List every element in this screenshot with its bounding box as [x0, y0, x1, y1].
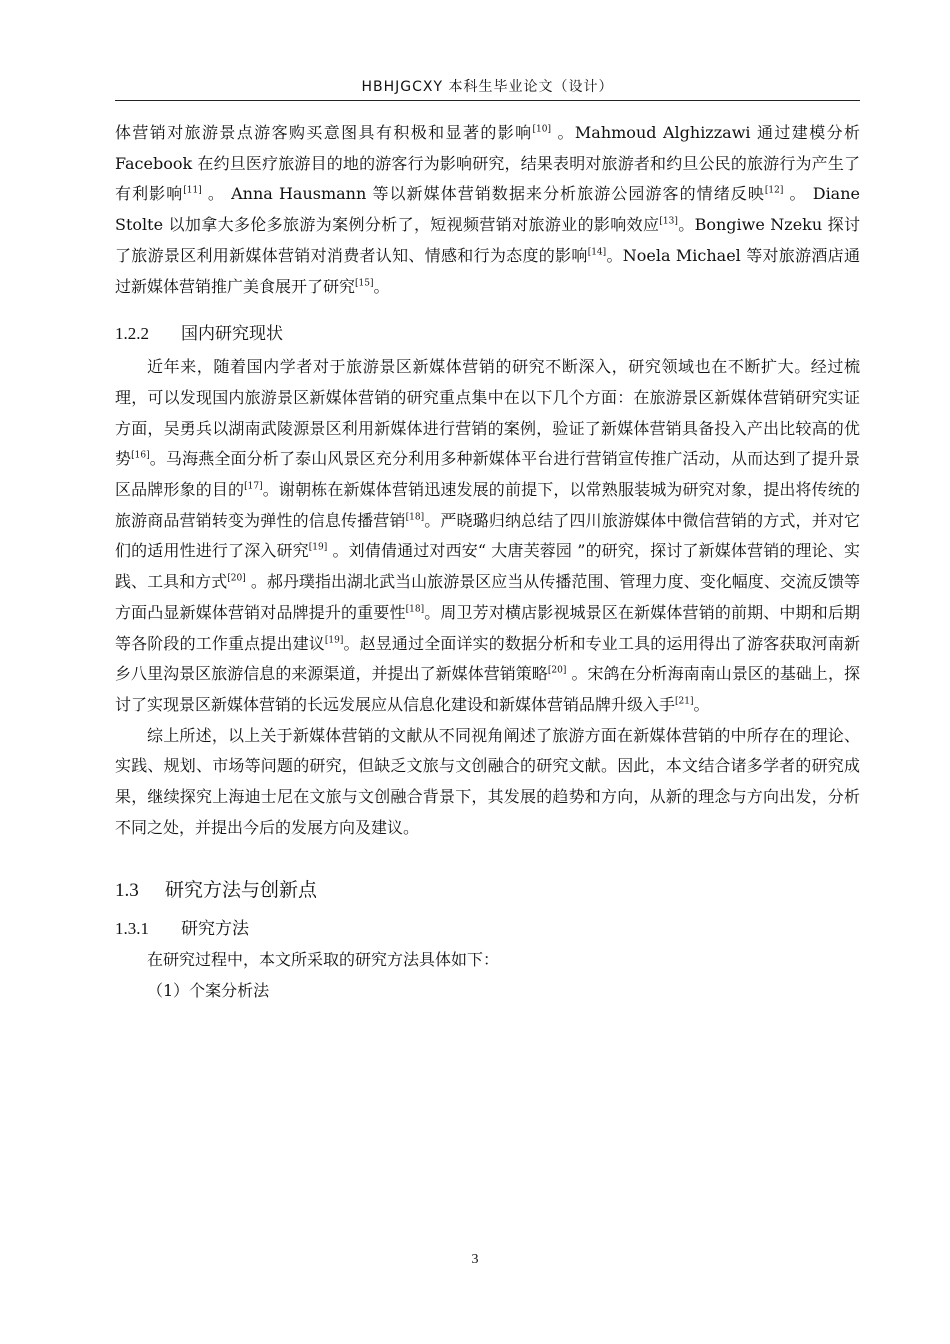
citation-ref: [20]: [547, 665, 567, 676]
running-header: HBHJGCXY 本科生毕业论文（设计）: [361, 79, 614, 95]
text-run: 。谢朝栋在新媒体营销迅速发展的前提下，以常熟服装城为研究对象，提出将传统的旅游商品营销转变为弹性的信息传播营销: [115, 480, 860, 530]
text-run: 。严晓璐归纳总结了四川旅游媒体中微信营销的方式，并对它们的适用性进行了深入研究: [115, 510, 860, 561]
section-number: 1.2.2: [115, 324, 149, 344]
citation-ref: [21]: [675, 696, 694, 707]
citation-ref: [18]: [405, 604, 425, 615]
citation-ref: [19]: [308, 543, 328, 554]
citation-ref: [20]: [227, 573, 246, 584]
citation-ref: [16]: [131, 451, 150, 461]
paragraph-domestic-research: [115, 352, 860, 720]
paragraph-summary: 综上所述，以上关于新媒体营销的文献从不同视角阐述了旅游方面在新媒体营销的中所存在的理论、实践、规划、市场等问题的研究，但缺乏文旅与文创融合的研究文献。因此，本文结合诸多学者的研究成果，继续探究上海迪士尼在文旅与文创融合背景下，其发展的趋势和方向，从新的理念与方向出发，分析不同之处，并提出今后的发展方向及建议。: [115, 725, 860, 837]
text-run: 。: [693, 694, 710, 714]
text-run: 。刘倩倩通过对西安“ 大唐芙蓉园 ”的研究，探讨了新媒体营销的理论、实践、工具和方式: [115, 541, 860, 592]
text-run: 。赵昱通过全面详实的数据分析和专业工具的运用得出了游客获取河南新乡八里沟景区旅游信息的来源渠道，并提出了新媒体营销策略: [115, 633, 860, 684]
section-title: 国内研究现状: [181, 324, 283, 345]
text-run: 。 Anna Hausmann 等以新媒体营销数据来分析旅游公园游客的情绪反映: [201, 184, 765, 204]
citation-ref: [10]: [532, 124, 552, 135]
citation-ref: [19]: [324, 635, 344, 646]
section-heading-1-2-2: [115, 319, 860, 344]
page-body: [115, 118, 860, 1007]
text-run: 。宋鸽在分析海南南山景区的基础上，探讨了实现景区新媒体营销的长远发展应从信息化建设和新媒体营销品牌升级入手: [115, 664, 860, 714]
section-title: 研究方法: [181, 919, 249, 940]
citation-ref: [11]: [183, 186, 202, 197]
page-number: 3: [471, 1252, 479, 1267]
text-run: 近年来，随着国内学者对于旅游景区新媒体营销的研究不断深入，研究领域也在不断扩大。经过梳理，可以发现国内旅游景区新媒体营销的研究重点集中在以下几个方面：在旅游景区新媒体营销研究实证方面，吴勇兵以湖南武陵源景区利用新媒体进行营销的案例，验证了新媒体营销具备投入产出比较高的优势: [115, 357, 860, 469]
section-number: 1.3: [115, 880, 139, 902]
paragraph-methods-intro: 在研究过程中，本文所采取的研究方法具体如下：: [147, 950, 500, 970]
text-run: 。周卫芳对横店影视城景区在新媒体营销的前期、中期和后期等各阶段的工作重点提出建议: [115, 602, 860, 653]
text-run: 。郝丹璞指出湖北武当山旅游景区应当从传播范围、管理力度、变化幅度、交流反馈等方面凸显新媒体营销对品牌提升的重要性: [115, 572, 860, 622]
section-number: 1.3.1: [115, 919, 149, 939]
citation-ref: [18]: [405, 512, 425, 523]
citation-ref: [15]: [355, 278, 374, 289]
citation-ref: [14]: [587, 247, 607, 258]
header-divider: [115, 100, 860, 101]
section-heading-1-3: [115, 875, 860, 902]
text-run: 。: [373, 276, 390, 296]
text-run: 。Noela Michael 等对旅游酒店通过新媒体营销推广美食展开了研究: [115, 245, 860, 296]
text-run: 。马海燕全面分析了泰山风景区充分利用多种新媒体平台进行营销宣传推广活动，从而达到了提升景区品牌形象的目的: [115, 449, 860, 500]
text-run: 。Bongiwe Nzeku 探讨了旅游景区利用新媒体营销对消费者认知、情感和行为态度的影响: [115, 215, 860, 265]
list-item-case-analysis: （1）个案分析法: [147, 981, 270, 1001]
text-run: 。 Diane Stolte 以加拿大多伦多旅游为案例分析了，短视频营销对旅游业的影响效应: [115, 184, 860, 235]
paragraph-foreign-research: [115, 118, 860, 302]
section-heading-1-3-1: [115, 914, 860, 939]
text-run: 。Mahmoud Alghizzawi 通过建模分析 Facebook 在约旦医疗旅游目的地的游客行为影响研究，结果表明对旅游者和约旦公民的旅游行为产生了有利影响: [115, 123, 860, 204]
citation-ref: [12]: [764, 186, 784, 197]
text-run: 体营销对旅游景点游客购买意图具有积极和显著的影响: [115, 123, 533, 142]
section-title: 研究方法与创新点: [165, 879, 318, 902]
citation-ref: [13]: [659, 216, 678, 227]
citation-ref: [17]: [244, 481, 263, 492]
